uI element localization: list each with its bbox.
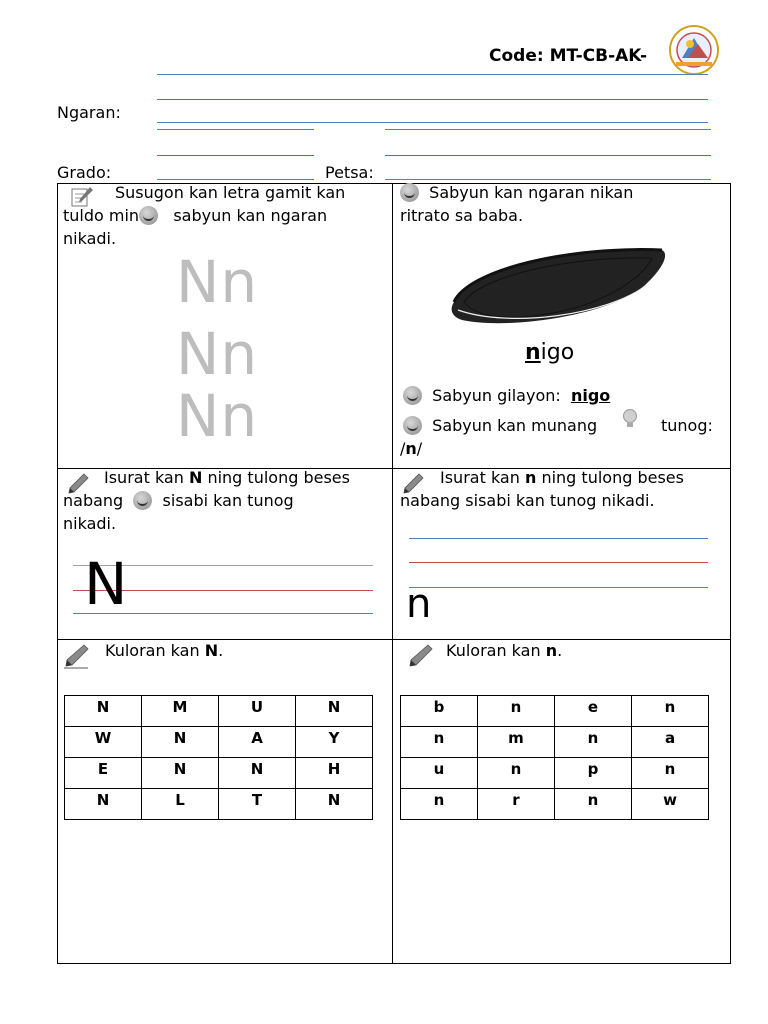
smile-icon [400,183,419,202]
cell2-instruction: Sabyun kan ngaran nikan [400,181,633,204]
grid-cell[interactable]: T [219,789,296,820]
date-field-line[interactable] [385,179,711,180]
column-divider [392,183,393,964]
grade-field-line[interactable] [157,129,314,130]
grid-cell[interactable]: N [65,696,142,727]
document-code: Code: MT-CB-AK- [489,46,648,66]
grid-cell[interactable]: n [478,696,555,727]
header-rule [157,74,708,75]
writing-line[interactable] [409,562,708,563]
pencil-icon [62,643,90,669]
cell3-instruction: Isurat kan N ning tulong beses [104,468,350,487]
cell1-instruction: tuldo min sabyun kan ngaran [63,206,328,225]
grade-field-line[interactable] [157,155,314,156]
smile-icon [139,206,158,225]
grid-cell[interactable]: n [632,758,709,789]
grid-cell[interactable]: W [65,727,142,758]
grid-cell[interactable]: A [219,727,296,758]
grid-cell[interactable]: L [142,789,219,820]
smile-icon [403,386,422,405]
sound-notation: /n/ [400,439,423,458]
deped-seal-icon [668,24,720,76]
first-sound-suffix: tunog: [661,416,713,435]
cell1-instruction: Susugon kan letra gamit kan [115,183,346,202]
date-field-line[interactable] [385,155,711,156]
grid-cell[interactable]: p [555,758,632,789]
grade-field-line[interactable] [157,179,314,180]
grid-cell[interactable]: N [142,727,219,758]
grid-cell[interactable]: n [401,727,478,758]
grid-cell[interactable]: w [632,789,709,820]
grid-cell[interactable]: m [478,727,555,758]
grid-cell[interactable]: r [478,789,555,820]
grid-cell[interactable]: n [478,758,555,789]
smile-icon [133,491,152,510]
lightbulb-icon [622,408,638,430]
date-field-line[interactable] [385,129,711,130]
grid-cell[interactable]: n [555,727,632,758]
writing-line[interactable] [409,538,708,539]
grid-cell[interactable]: N [142,758,219,789]
sample-letter: n [406,581,432,627]
letter-grid-uppercase [64,695,373,820]
cell6-instruction: Kuloran kan n. [446,641,563,660]
grid-cell[interactable]: N [65,789,142,820]
sample-letter: N [84,550,128,618]
header-rule [157,99,708,100]
cell3-instruction: nabang sisabi kan tunog [63,491,294,510]
grid-cell[interactable]: n [401,789,478,820]
writing-line[interactable] [409,587,708,588]
pencil-icon [406,643,434,669]
cell3-instruction: nikadi. [63,514,117,533]
grid-cell[interactable]: N [296,789,373,820]
grid-cell[interactable]: u [401,758,478,789]
grid-cell[interactable]: a [632,727,709,758]
grid-cell[interactable]: E [65,758,142,789]
header-rule [157,122,708,123]
say-again-line: Sabyun gilayon: nigo [403,384,610,407]
cell2-instruction: ritrato sa baba. [400,206,524,225]
smile-icon [403,416,422,435]
grade-label: Grado: [57,163,112,182]
winnowing-basket-image [448,240,672,332]
trace-letters[interactable]: Nn [176,382,259,450]
name-label: Ngaran: [57,103,121,122]
grid-cell[interactable]: N [296,696,373,727]
grid-cell[interactable]: N [219,758,296,789]
grid-cell[interactable]: n [555,789,632,820]
grid-cell[interactable]: e [555,696,632,727]
cell4-instruction: nabang sisabi kan tunog nikadi. [400,491,655,510]
cell1-instruction: nikadi. [63,229,117,248]
grid-cell[interactable]: M [142,696,219,727]
grid-cell[interactable]: U [219,696,296,727]
grid-cell[interactable]: H [296,758,373,789]
cell5-instruction: Kuloran kan N. [105,641,224,660]
cell4-instruction: Isurat kan n ning tulong beses [440,468,684,487]
first-sound-line: Sabyun kan munang [403,414,597,437]
grid-cell[interactable]: Y [296,727,373,758]
trace-letters[interactable]: Nn [176,320,259,388]
grid-cell[interactable]: n [632,696,709,727]
letter-grid-lowercase [400,695,709,820]
trace-letters[interactable]: Nn [176,248,259,316]
picture-word: nigo [525,340,575,365]
date-label: Petsa: [325,163,374,182]
grid-cell[interactable]: b [401,696,478,727]
